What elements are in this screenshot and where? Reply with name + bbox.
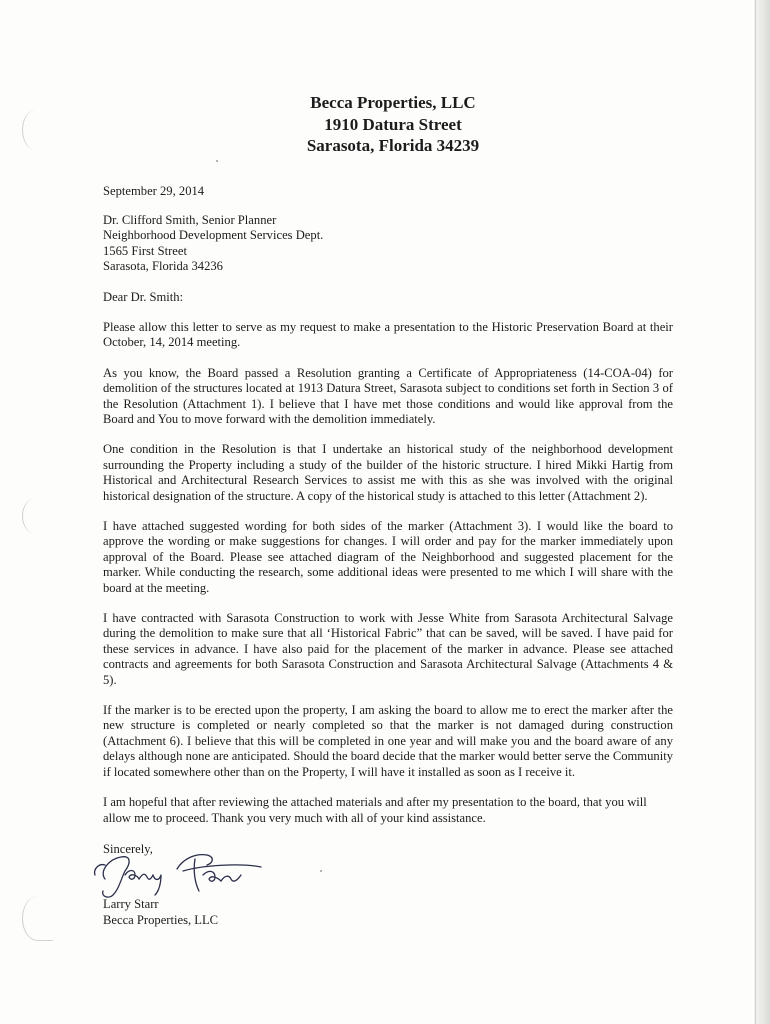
page-edge-shadow bbox=[754, 0, 770, 1024]
recipient-address bbox=[103, 213, 673, 275]
paragraph-historical-study: One condition in the Resolution is that I undertake an historical study of the neighborhood development surrounding the Property including a study of the builder of the historic structure. I hired Mikki Hartig from Historical and Architectural Research Services to assist me with this as she was involved with the original historical designation of the structure. A copy of the historical study is attached to this letter (Attachment 2). bbox=[103, 442, 673, 503]
binder-hole-mark bbox=[22, 498, 49, 534]
letter-body bbox=[103, 92, 673, 928]
binder-hole-mark bbox=[22, 110, 49, 150]
paragraph-resolution: As you know, the Board passed a Resolution granting a Certificate of Appropriateness (14-COA-04) for demolition of the structures located at 1913 Datura Street, Sarasota subject to conditions set forth in Section 3 of the Resolution (Attachment 1). I believe that I have met those conditions and would like approval from the Board and You to move forward with the demolition immediately. bbox=[103, 365, 673, 426]
signature-area bbox=[103, 857, 673, 897]
salutation: Dear Dr. Smith: bbox=[103, 289, 184, 304]
signer-company: Becca Properties, LLC bbox=[103, 912, 219, 927]
paragraph-marker-placement: If the marker is to be erected upon the property, I am asking the board to allow me to erect the marker after the new structure is completed or nearly completed so that the marker is not damaged during construction (Attachment 6). I believe that this will be completed in one year and will make you and the board aware of any delays although none are anticipated. Should the board decide that the marker would better serve the Community if located somewhere other than on the Property, I will have it installed as soon as I receive it. bbox=[103, 703, 673, 779]
letterhead bbox=[103, 92, 673, 157]
closing: Sincerely, bbox=[103, 841, 153, 856]
signer-name: Larry Starr bbox=[103, 897, 159, 912]
page-edge-line bbox=[755, 0, 756, 1024]
handwritten-signature bbox=[91, 845, 291, 903]
paragraph-marker-wording: I have attached suggested wording for both sides of the marker (Attachment 3). I would like the board to approve the wording or make suggestions for changes. I will order and pay for the marker immediately upon approval of the Board. Please see attached diagram of the Neighborhood and suggested placement for the marker. While conducting the research, some additional ideas were presented to me which I will share with the board at the meeting. bbox=[103, 519, 673, 595]
recipient-street: 1565 First Street bbox=[103, 243, 187, 258]
recipient-city: Sarasota, Florida 34236 bbox=[103, 259, 223, 274]
paragraph-conclusion: I am hopeful that after reviewing the attached materials and after my presentation to the board, that you will allow me to proceed. Thank you very much with all of your kind assistance. bbox=[103, 795, 647, 825]
paragraph-contracts: I have contracted with Sarasota Construction to work with Jesse White from Sarasota Architectural Salvage during the demolition to make sure that all ‘Historical Fabric” that can be saved, will be saved. I have paid for these services in advance. I have also paid for the placement of the marker in advance. Please see attached contracts and agreements for both Sarasota Construction and Sarasota Architectural Salvage (Attachments 4 & 5). bbox=[103, 611, 673, 687]
letter-date: September 29, 2014 bbox=[103, 183, 205, 198]
paragraph-request: Please allow this letter to serve as my request to make a presentation to the Historic Preservation Board at their October, 14, 2014 meeting. bbox=[103, 319, 673, 350]
letterhead-company: Becca Properties, LLC bbox=[310, 93, 476, 112]
letterhead-city: Sarasota, Florida 34239 bbox=[306, 136, 480, 155]
recipient-name: Dr. Clifford Smith, Senior Planner bbox=[103, 212, 277, 227]
recipient-department: Neighborhood Development Services Dept. bbox=[103, 228, 324, 243]
letterhead-street: 1910 Datura Street bbox=[324, 114, 462, 134]
binder-hole-mark bbox=[22, 896, 53, 941]
